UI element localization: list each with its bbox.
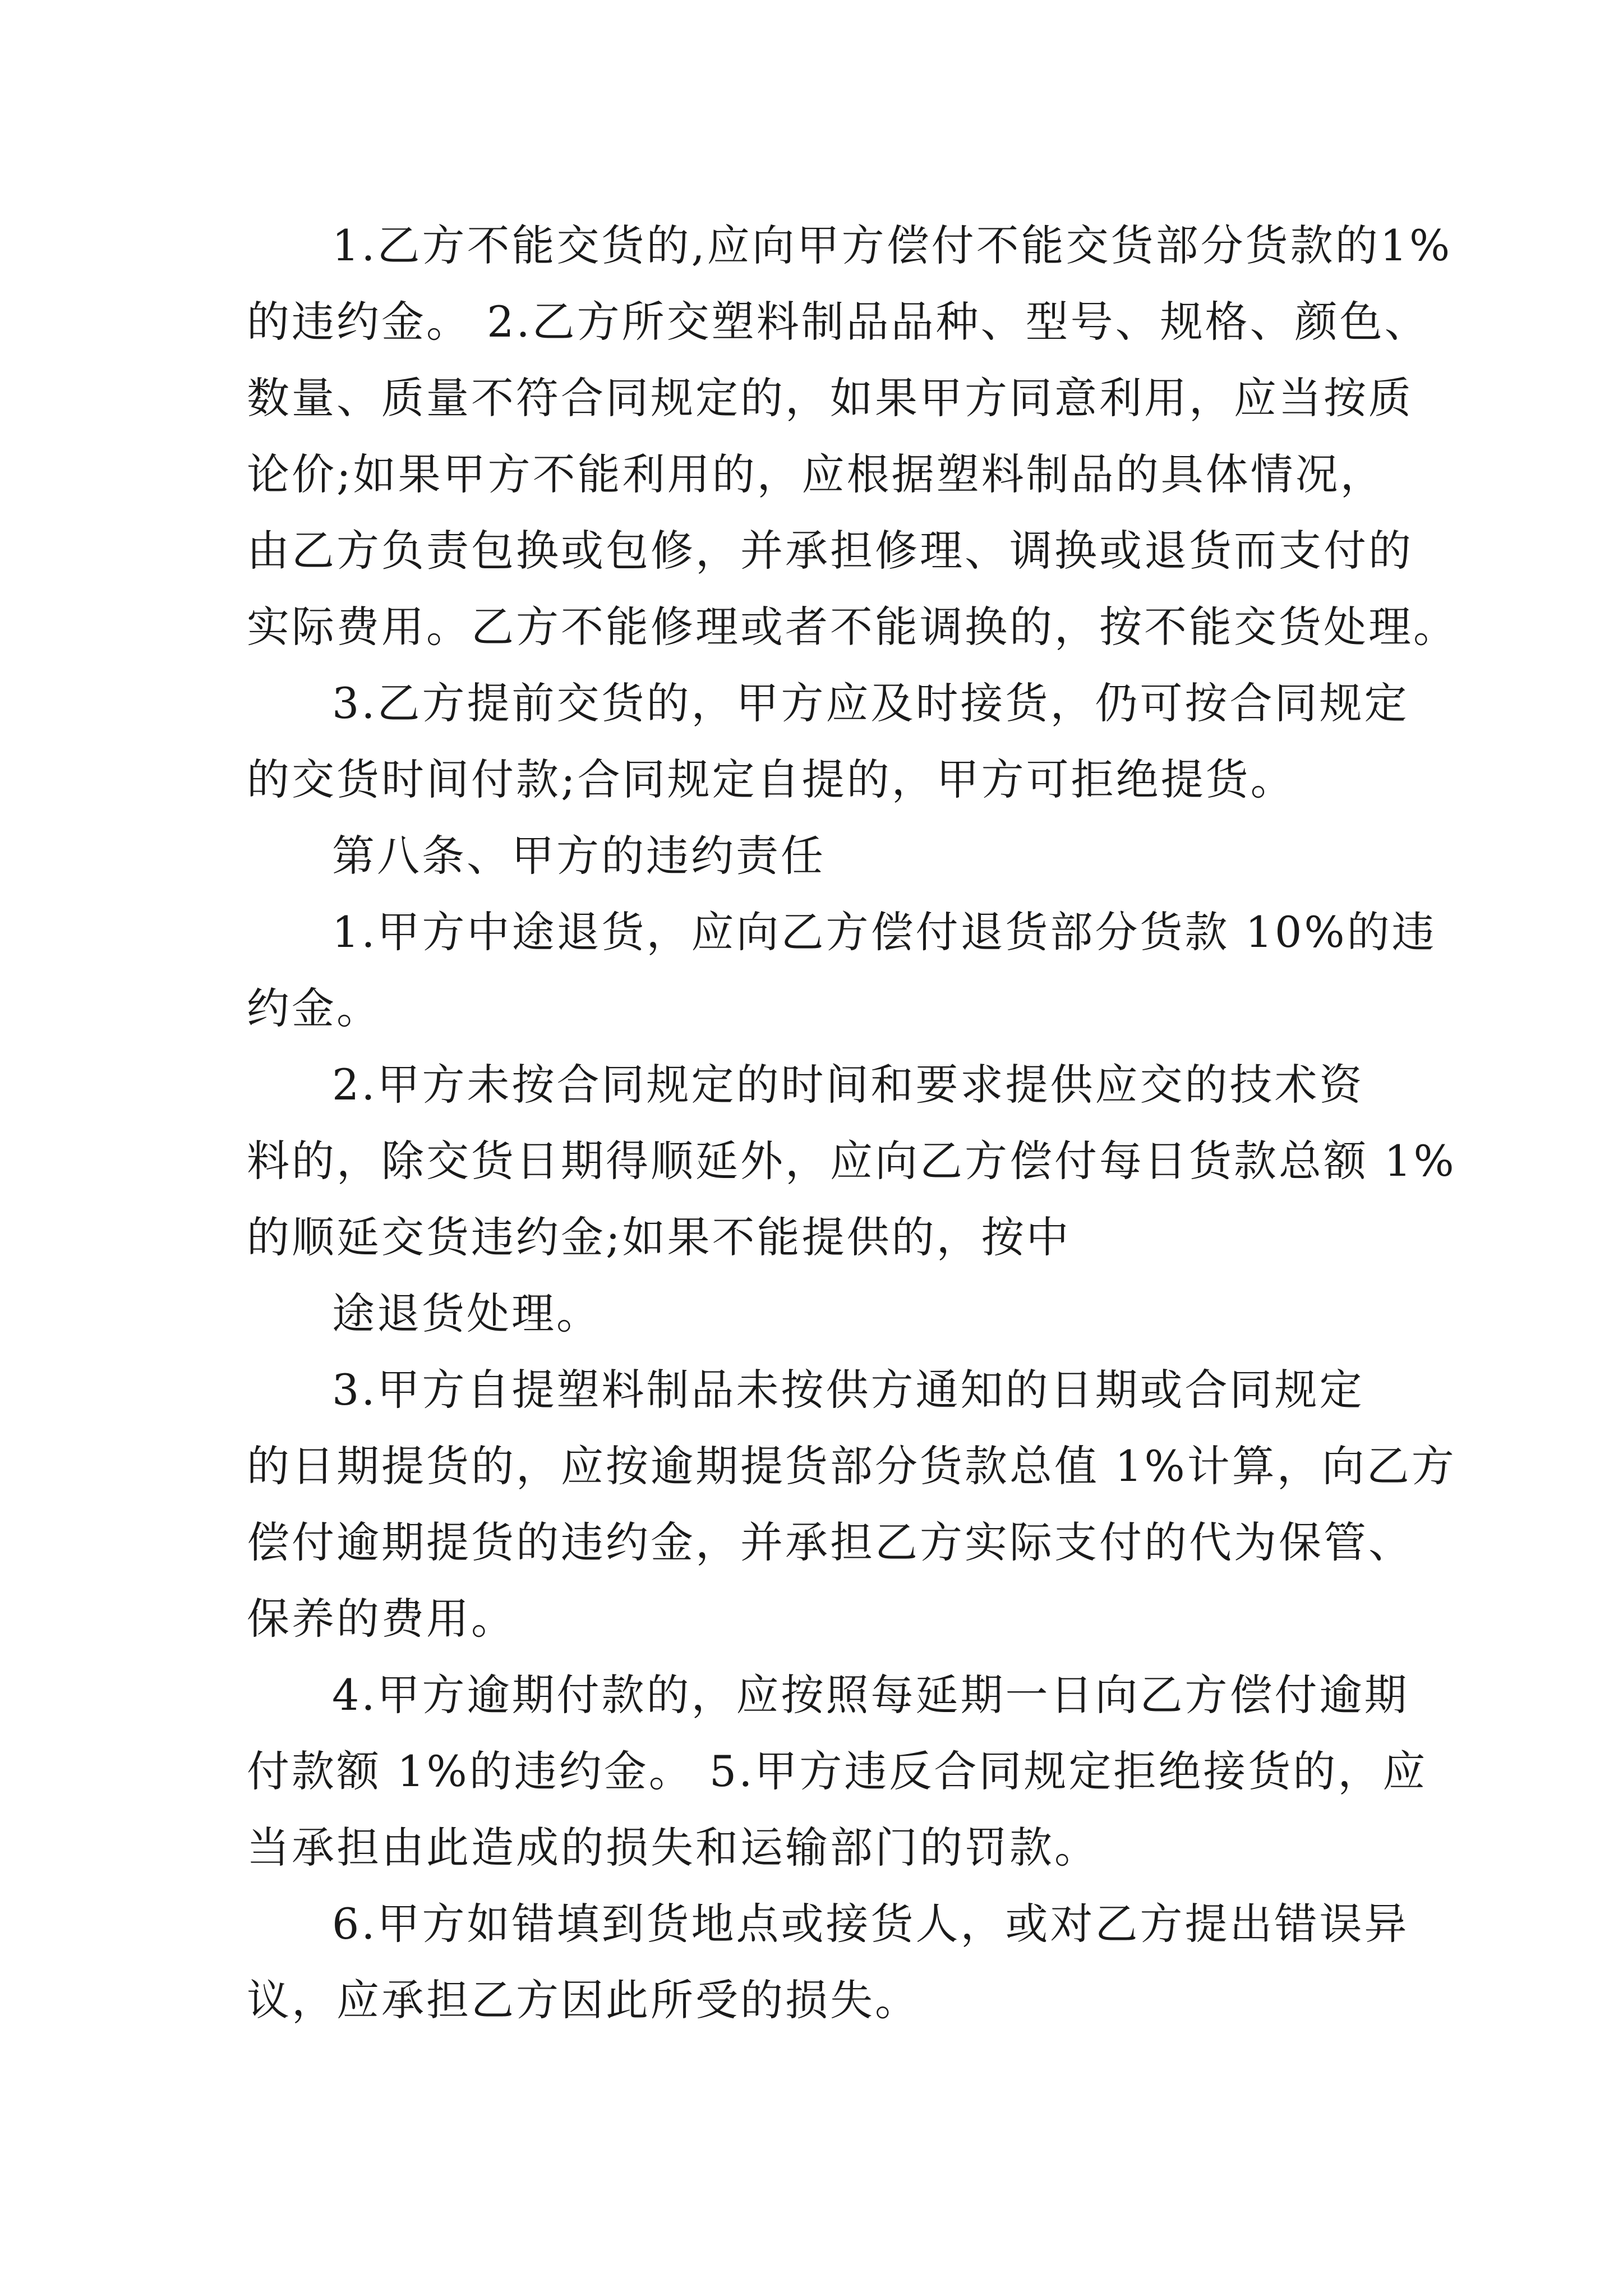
text-line: 6.甲方如错填到货地点或接货人，或对乙方提出错误异 xyxy=(332,1899,1409,1949)
text-line: 当承担由此造成的损失和运输部门的罚款。 xyxy=(247,1823,1099,1872)
text-line: 的日期提货的，应按逾期提货部分货款总值 1%计算，向乙方 xyxy=(247,1441,1456,1491)
text-line: 论价;如果甲方不能利用的，应根据塑料制品的具体情况， xyxy=(247,449,1385,499)
text-line: 实际费用。乙方不能修理或者不能调换的，按不能交货处理。 xyxy=(247,602,1458,652)
text-line: 4.甲方逾期付款的，应按照每延期一日向乙方偿付逾期 xyxy=(332,1670,1409,1720)
document-body xyxy=(247,208,1458,2039)
text-line: 约金。 xyxy=(247,983,381,1033)
section-heading: 第八条、甲方的违约责任 xyxy=(332,831,826,881)
text-line: 的违约金。 2.乙方所交塑料制品品种、型号、规格、颜色、 xyxy=(247,297,1430,347)
text-line: 的顺延交货违约金;如果不能提供的，按中 xyxy=(247,1212,1071,1262)
text-line: 保养的费用。 xyxy=(247,1594,516,1644)
text-line: 料的，除交货日期得顺延外，应向乙方偿付每日货款总额 1% xyxy=(247,1136,1456,1186)
text-line: 1.甲方中途退货，应向乙方偿付退货部分货款 10%的违 xyxy=(332,907,1437,957)
text-line: 3.乙方提前交货的，甲方应及时接货，仍可按合同规定 xyxy=(332,678,1409,728)
text-line: 1.乙方不能交货的,应向甲方偿付不能交货部分货款的1% xyxy=(332,220,1453,270)
text-line: 2.甲方未按合同规定的时间和要求提供应交的技术资 xyxy=(332,1060,1364,1110)
text-line: 由乙方负责包换或包修，并承担修理、调换或退货而支付的 xyxy=(247,526,1413,576)
text-line: 3.甲方自提塑料制品未按供方通知的日期或合同规定 xyxy=(332,1365,1364,1415)
text-line: 偿付逾期提货的违约金，并承担乙方实际支付的代为保管、 xyxy=(247,1517,1413,1567)
text-line: 途退货处理。 xyxy=(332,1289,601,1338)
text-line: 议，应承担乙方因此所受的损失。 xyxy=(247,1975,920,2025)
text-line: 付款额 1%的违约金。 5.甲方违反合同规定拒绝接货的，应 xyxy=(247,1746,1428,1796)
text-line: 数量、质量不符合同规定的，如果甲方同意利用，应当按质 xyxy=(247,373,1413,423)
text-line: 的交货时间付款;合同规定自提的，甲方可拒绝提货。 xyxy=(247,754,1295,804)
